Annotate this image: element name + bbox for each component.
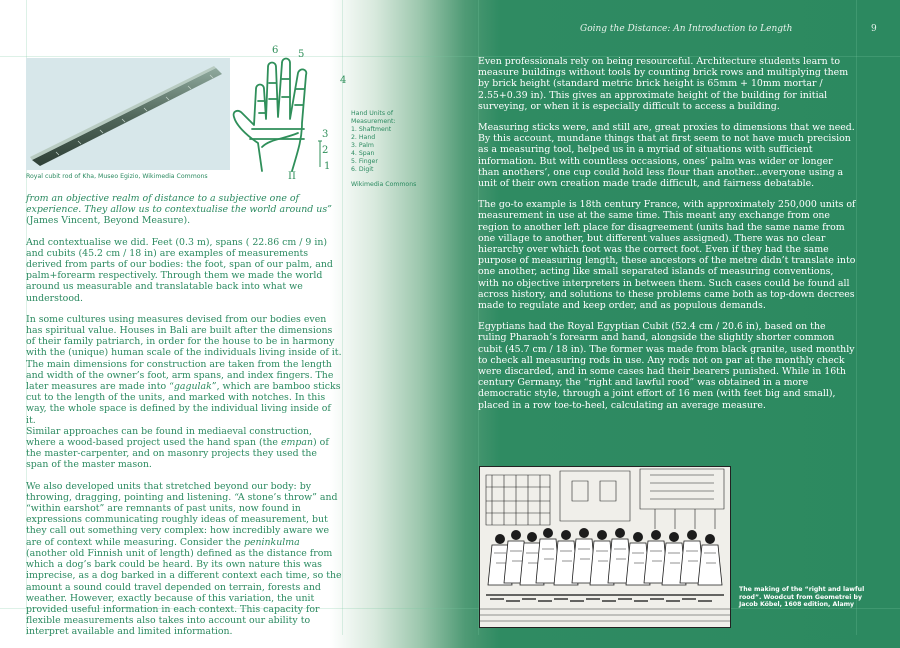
hand-credit: Wikimedia Commons xyxy=(351,181,417,188)
term-peninkulma: peninkulma xyxy=(243,536,300,548)
rod-caption: Royal cubit rod of Kha, Museo Egizio, Wikimedia Commons xyxy=(26,173,208,180)
quote-source: (James Vincent, Beyond Measure). xyxy=(26,215,191,227)
quote-italic: from an objective realm of distance to a subjective one of experience. They allow us to contextualise the world around us” xyxy=(26,193,332,216)
woodcut-image xyxy=(479,466,731,628)
hand-number-6: 6 xyxy=(272,45,279,56)
right-column-text xyxy=(478,56,856,421)
paragraph: Similar approaches can be found in mediaeval construction, where a wood-based project used the hand span (the empan) of the master-carpenter, and on masonry projects they used the span of the master mason. xyxy=(26,425,329,471)
hand-number-4: 4 xyxy=(340,75,347,86)
paragraph: We also developed units that stretched beyond our body: by throwing, dragging, pointing and listening. “A stone’s throw” and “within earshot” are remnants of past units, now found in expressions communicating roughly ideas of measurement, but they call out something very complex: how incredibly aware we are of context while measuring. Consider the peninkulma (another old Finnish unit of length) defined as the distance from which a dog’s bark could be heard. By its own nature this was imprecise, as a dog barked in a different context each time, so the amount a sound could travel depended on terrain, forests and weather. However, exactly because of this variation, the unit provided useful information in each context. This capacity for flexible measurements also takes into account our ability to interpret available and limited information. xyxy=(26,480,342,638)
woodcut-caption: The making of the “right and lawful rood”. Woodcut from Geometrei by Jacob Köbel, 1608 edition, Alamy xyxy=(739,586,865,609)
hand-legend-item: 5. Finger xyxy=(351,158,378,165)
hand-legend-item: 3. Palm xyxy=(351,142,374,149)
hand-legend-title-1: Hand Units of xyxy=(351,110,394,117)
hand-number-2: 2 xyxy=(322,145,329,156)
page-number: 9 xyxy=(871,24,877,34)
paragraph: Even professionals rely on being resourceful. Architecture students learn to measure buildings without tools by counting brick rows and multiplying them by brick height (standard metric brick height is 65mm + 10mm mortar / 2.55+0.39 in). This gives an approximate height of the building for initial surveying, or when it is especially difficult to access a building. xyxy=(478,56,849,112)
term-gagulak: gagulak xyxy=(173,381,212,393)
paragraph: Measuring sticks were, and still are, great proxies to dimensions that we need. By this account, mundane things that at first seem to not have much precision as a measuring tool, helped us in a myriad of situations with sufficient information. But with countless occasions, ones’ palm was wider or longer than anothers’, one cup could hold less flour than another...everyone using a unit of their own creation made trade difficult, and fairness debatable. xyxy=(478,122,855,190)
left-column-text xyxy=(26,193,342,648)
paragraph xyxy=(26,193,342,227)
hand-legend-title-2: Measurement: xyxy=(351,118,396,125)
hand-number-1: 1 xyxy=(324,161,331,172)
cubit-rod-image xyxy=(26,58,230,170)
term-empan: empan xyxy=(280,437,314,449)
paragraph: In some cultures using measures devised from our bodies even has spiritual value. Houses in Bali are built after the dimensions of their family patriarch, in order for the house to be in harmony with the (unique) human scale of the individuals living inside of it. The main dimensions for construction are taken from the length and width of the owner’s foot, arm spans, and index fingers. The later measures are made into “gagulak”, which are bamboo sticks cut to the length of the units, and marked with notches. In this way, the whole space is defined by the individual living inside of it. xyxy=(26,313,342,426)
running-header: Going the Distance: An Introduction to Length xyxy=(580,24,793,34)
hand-units-diagram xyxy=(228,43,350,183)
hand-number-3: 3 xyxy=(322,129,329,140)
hand-number-ii: II xyxy=(288,171,296,182)
hand-legend-item: 4. Span xyxy=(351,150,375,157)
paragraph: And contextualise we did. Feet (0.3 m), spans ( 22.86 cm / 9 in) and cubits (45.2 cm / 18 in) are examples of measurements derived from parts of our bodies: the foot, span of our palm, and palm+forearm respectively. Through them we made the world around us measurable and translatable back into what we understood. xyxy=(26,236,333,304)
hand-legend-item: 2. Hand xyxy=(351,134,376,141)
hand-legend-item: 1. Shaftment xyxy=(351,126,392,133)
paragraph: Egyptians had the Royal Egyptian Cubit (52.4 cm / 20.6 in), based on the ruling Pharaoh’s forearm and hand, alongside the slightly shorter common cubit (45.7 cm / 18 in). The former was made from black granite, used monthly to check all measuring rods in use. Any rods not on par at the monthly check were discarded, and in some cases had their bearers punished. While in 16th century Germany, the “right and lawful rood” was obtained in a more democratic style, through a joint effort of 16 men (with feet big and small), placed in a row toe-to-heel, calculating an average measure. xyxy=(478,321,855,411)
hand-legend xyxy=(351,110,421,174)
hand-number-5: 5 xyxy=(298,49,305,60)
hand-legend-item: 6. Digit xyxy=(351,166,374,173)
paragraph: The go-to example is 18th century France, with approximately 250,000 units of measurement in use at the same time. This meant any exchange from one region to another left place for disagreement (units had the same name from one village to another, but different values assigned). There was no clear hierarchy over which foot was the correct foot. Even if they had the same purpose of measuring length, these ancestors of the metre didn’t translate into one another, acting like small separated islands of measuring conventions, with no objective interpreters in between them. Such cases could be found all across history, and solutions to these problems came both as top-down decrees made to regulate and keep order, and as populous demands. xyxy=(478,199,856,312)
